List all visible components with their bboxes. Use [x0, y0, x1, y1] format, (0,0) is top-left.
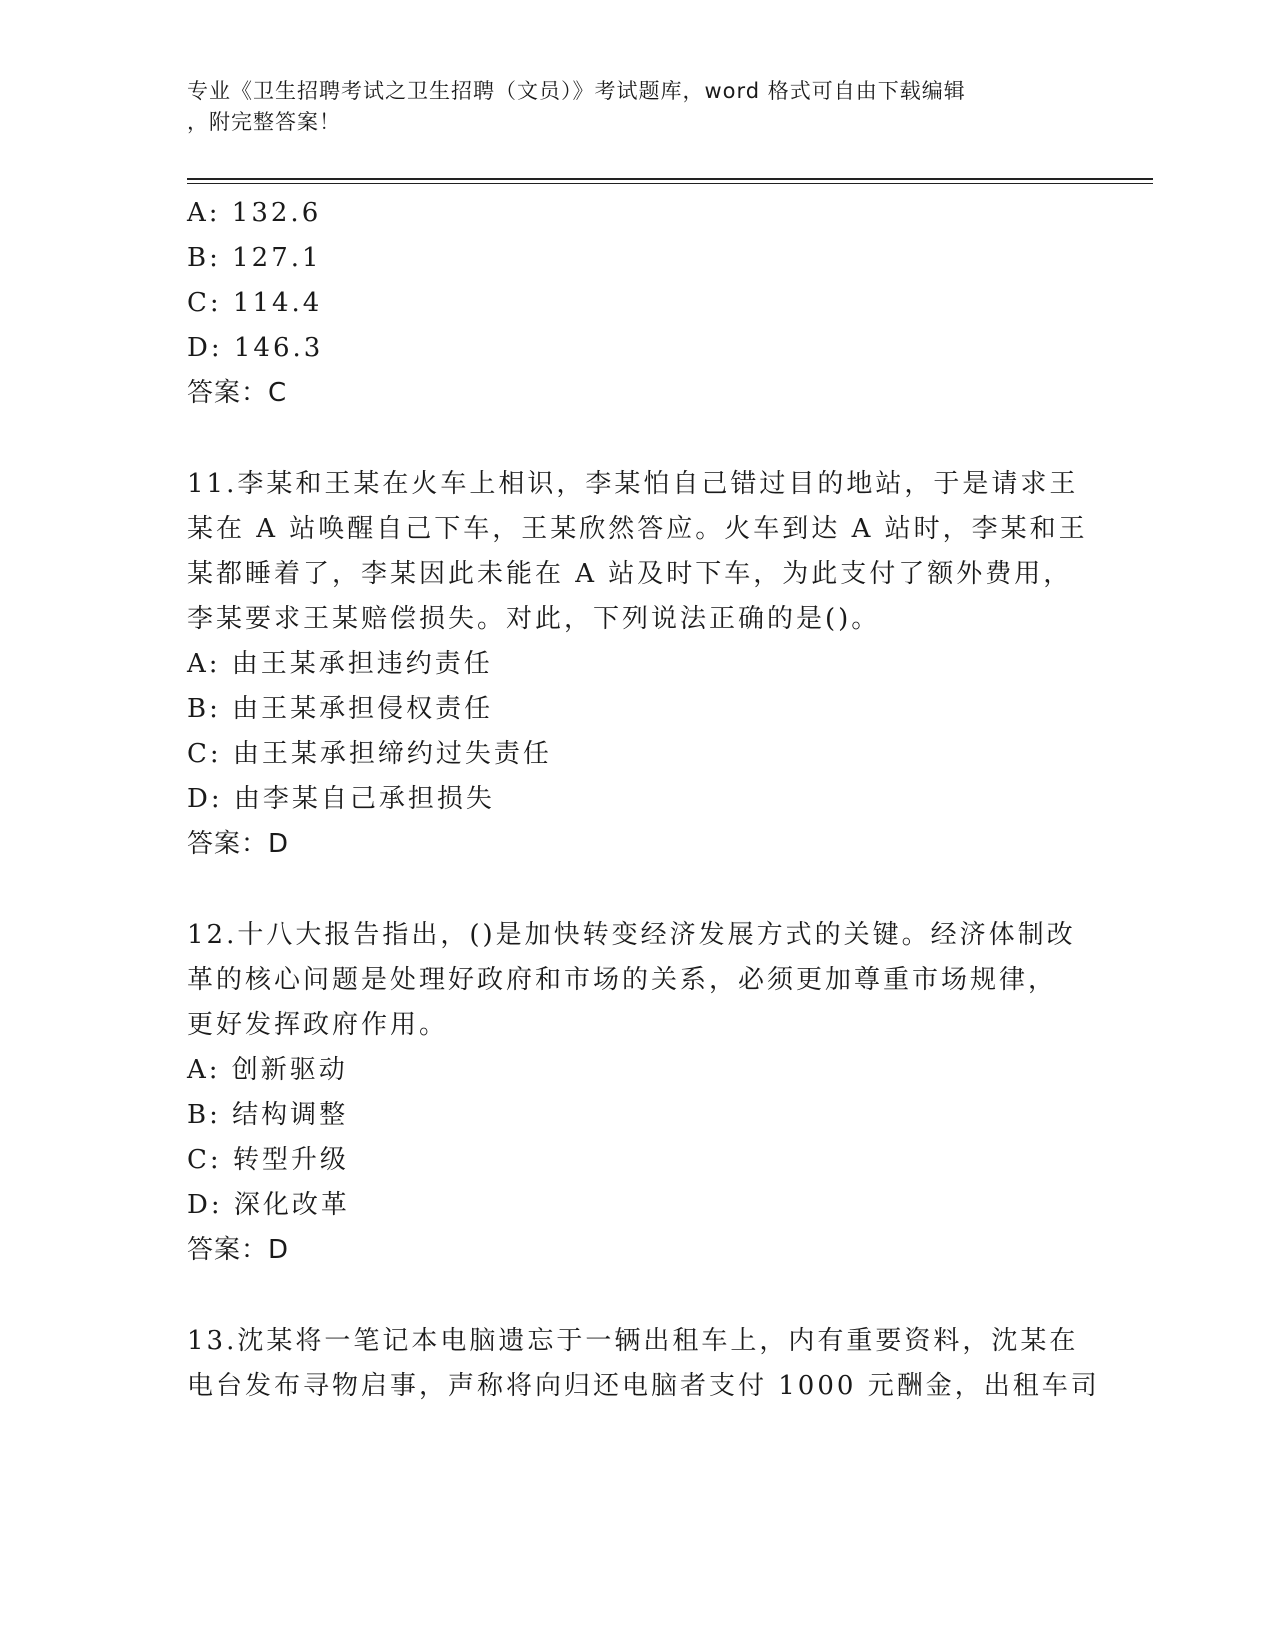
q10-option-b: B: 127.1 — [187, 243, 322, 273]
q10-answer: 答案：C — [187, 378, 288, 408]
question-spacer — [187, 867, 1077, 913]
question-11-block — [187, 462, 1088, 867]
q12-stem-line-1: 12.十八大报告指出，()是加快转变经济发展方式的关键。经济体制改 — [187, 920, 1076, 950]
q11-option-a: A: 由王某承担违约责任 — [187, 649, 493, 679]
q11-stem-line-3: 某都睡着了，李某因此未能在 A 站及时下车，为此支付了额外费用， — [187, 559, 1073, 589]
q11-stem-line-4: 李某要求王某赔偿损失。对此，下列说法正确的是()。 — [187, 604, 881, 634]
q11-option-b: B: 由王某承担侵权责任 — [187, 694, 494, 724]
header-line-2: ，附完整答案！ — [187, 110, 341, 134]
q11-option-c: C: 由王某承担缔约过失责任 — [187, 739, 552, 769]
document-header — [187, 76, 1067, 138]
q11-answer: 答案：D — [187, 829, 290, 859]
q11-option-d: D: 由李某自己承担损失 — [187, 784, 495, 814]
q11-stem-line-1: 11.李某和王某在火车上相识，李某怕自己错过目的地站，于是请求王 — [187, 469, 1079, 499]
q10-option-c: C: 114.4 — [187, 288, 323, 318]
header-line-1: 专业《卫生招聘考试之卫生招聘（文员）》考试题库，word 格式可自由下载编辑 — [187, 79, 966, 103]
q13-stem-line-1: 13.沈某将一笔记本电脑遗忘于一辆出租车上，内有重要资料，沈某在 — [187, 1326, 1079, 1356]
q13-stem-line-2: 电台发布寻物启事，声称将向归还电脑者支付 1000 元酬金，出租车司 — [187, 1371, 1100, 1401]
question-13-block — [187, 1319, 1100, 1409]
question-spacer — [187, 416, 1077, 462]
q12-answer: 答案：D — [187, 1235, 290, 1265]
q12-option-b: B: 结构调整 — [187, 1100, 349, 1130]
question-spacer — [187, 1273, 1077, 1319]
question-content — [187, 191, 1100, 1409]
header-rule-thick — [187, 178, 1153, 180]
q12-stem-line-2: 革的核心问题是处理好政府和市场的关系，必须更加尊重市场规律， — [187, 965, 1058, 995]
header-rule-thin — [187, 183, 1153, 184]
question-10-block — [187, 191, 1077, 416]
q11-stem-line-2: 某在 A 站唤醒自己下车，王某欣然答应。火车到达 A 站时，李某和王 — [187, 514, 1088, 544]
q12-option-d: D: 深化改革 — [187, 1190, 350, 1220]
q10-option-d: D: 146.3 — [187, 333, 324, 363]
q12-stem-line-3: 更好发挥政府作用。 — [187, 1010, 449, 1040]
question-12-block — [187, 913, 1077, 1273]
q12-option-a: A: 创新驱动 — [187, 1055, 348, 1085]
q10-option-a: A: 132.6 — [187, 198, 322, 228]
q12-option-c: C: 转型升级 — [187, 1145, 349, 1175]
